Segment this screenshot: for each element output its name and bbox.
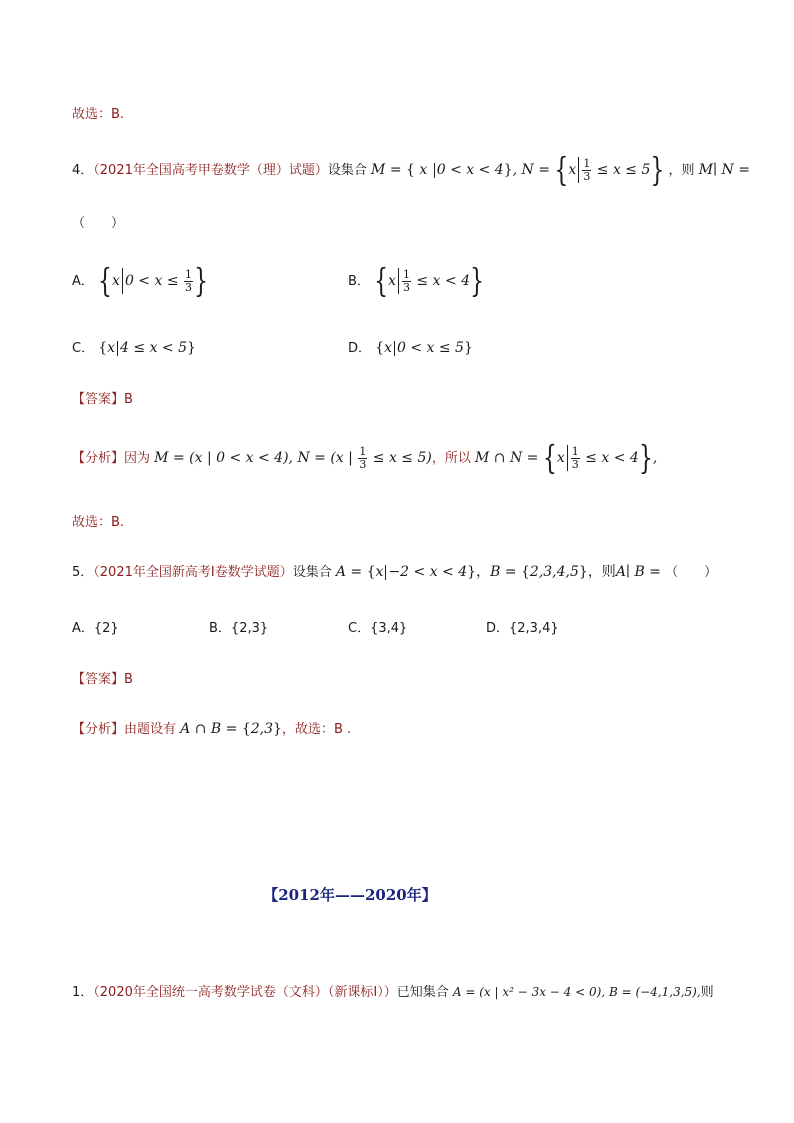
q4-option-c-expr: {x 4 ≤ x < 5} [98, 340, 196, 356]
q4-option-d[interactable] [348, 337, 473, 356]
s2-q1-source: （2020年全国统一高考数学试卷（文科）（新课标Ⅰ）） [93, 985, 397, 1000]
q5-option-d[interactable]: D．{2,3,4} [486, 621, 559, 636]
q4-source: （2021年全国高考甲卷数学（理）试题） [93, 163, 328, 178]
s2-q1-sets: A = (x | x² − 3x − 4 < 0), B = (−4,1,3,5), [452, 985, 701, 999]
q4-conclusion: 故选：B. [72, 515, 125, 530]
q4-intersection-expr: M∣ N = [698, 162, 750, 178]
prev-conclusion: 故选：B. [72, 107, 125, 122]
q5-analysis-text: 由题设有 [124, 722, 177, 737]
q5-source: （2021年全国新高考Ⅰ卷数学试题） [93, 565, 293, 580]
q4-stem-then: ，则 [668, 163, 695, 178]
q4-analysis-tag: 【分析】 [72, 451, 125, 466]
q4-analysis [72, 439, 658, 477]
q5-analysis-tag: 【分析】 [72, 722, 125, 737]
question-5-stem [72, 561, 717, 581]
q5-sets: A = {x −2 < x < 4}，B = {2,3,4,5}，则A∣ B = [335, 564, 661, 580]
q4-option-b[interactable] [348, 262, 485, 300]
q4-option-c[interactable] [72, 337, 196, 356]
q4-option-b-expr: {x $\frac{1}{3}$ ≤ x < 4} [374, 262, 485, 300]
q5-number: 5． [72, 565, 94, 580]
q4-option-c-label: C． [72, 341, 95, 356]
q5-option-a[interactable]: A．{2} [72, 621, 119, 636]
s2-q1-stem-text: 已知集合 [396, 985, 449, 1000]
q4-paren: （ ） [72, 216, 125, 231]
q4-analysis-so: ，所以 [431, 451, 471, 466]
section-heading: 【2012年——2020年】 [263, 886, 437, 904]
q4-analysis-sets: M = (x | 0 < x < 4), N = (x | $\frac{1}{3}$ ≤ x ≤ 5) [154, 444, 432, 471]
q5-paren: （ ） [665, 565, 718, 580]
s2-q1-number: 1． [72, 985, 94, 1000]
q5-answer-tag: 【答案】 [72, 672, 125, 687]
q4-answer [72, 388, 133, 407]
q4-answer-tag: 【答案】 [72, 392, 125, 407]
q5-analysis-end: ，故选：B . [281, 722, 352, 737]
q4-answer-value: B [124, 392, 133, 407]
q5-option-c[interactable]: C．{3,4} [348, 621, 408, 636]
q4-stem-text: 设集合 [327, 163, 367, 178]
q4-set-m: M = { x 0 < x < 4}, N = {x $\frac{1}{3}$ ≤ x ≤ 5} [371, 151, 665, 189]
q4-analysis-because: 因为 [124, 451, 151, 466]
q4-option-a-expr: {x 0 < x ≤ $\frac{1}{3}$ } [98, 262, 209, 300]
q5-analysis-expr: A ∩ B = {2,3} [180, 721, 282, 737]
q4-option-d-expr: {x 0 < x ≤ 5} [375, 340, 473, 356]
s2-q1-tail: 则 [700, 985, 714, 1000]
q4-option-d-label: D． [348, 341, 372, 356]
q4-option-b-label: B． [348, 274, 370, 289]
q4-number: 4． [72, 163, 94, 178]
q5-stem-text: 设集合 [292, 565, 332, 580]
q5-option-b[interactable]: B．{2,3} [209, 621, 269, 636]
q4-option-a[interactable] [72, 262, 209, 300]
q5-analysis [72, 718, 351, 737]
q4-option-a-label: A． [72, 274, 94, 289]
question-4-stem [72, 151, 750, 189]
q4-analysis-result: M ∩ N = {x $\frac{1}{3}$ ≤ x < 4}, [475, 439, 658, 477]
q5-answer-value: B [124, 672, 133, 687]
question-1-stem [72, 981, 714, 1000]
q5-answer [72, 668, 133, 687]
